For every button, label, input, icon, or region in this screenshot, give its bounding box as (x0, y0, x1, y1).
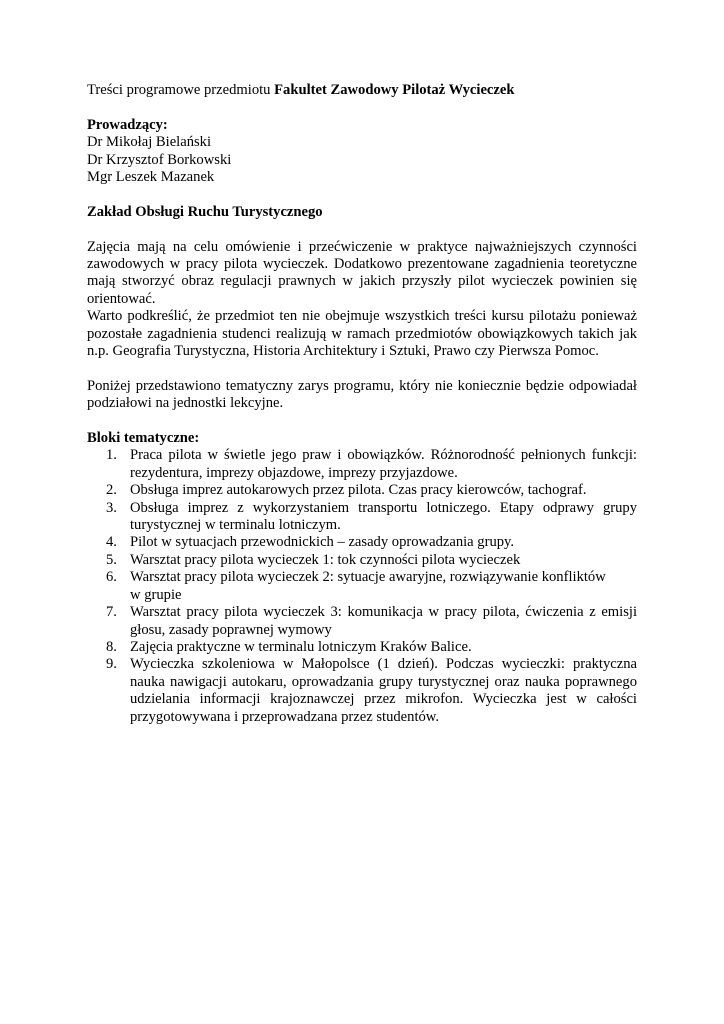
list-item-text: Pilot w sytuacjach przewodnickich – zasady oprowadzania grupy. (130, 534, 515, 551)
list-item-text: Praca pilota w świetle jego praw i obowiązków. Różnorodność pełnionych funkcji: rezydentura, imprezy objazdowe, imprezy przyjazdowe. (130, 447, 637, 481)
list-item-text: Warsztat pracy pilota wycieczek 2: sytuacje awaryjne, rozwiązywanie konfliktów (130, 569, 606, 586)
list-item-text: Wycieczka szkoleniowa w Małopolsce (1 dzień). Podczas wycieczki: praktyczna nauka nawigacji autokaru, oprowadzania grupy turystycznej oraz nauka poprawnego udzielania informacji krajoznawczej przez mikrofon. Wycieczka jest w całości przygotowywana i przeprowadzana przez studentów. (130, 656, 637, 725)
list-item-text: Obsługa imprez z wykorzystaniem transportu lotniczego. Etapy odprawy grupy turystycznej w terminalu lotniczym. (130, 499, 637, 534)
list-item-text: Warsztat pracy pilota wycieczek 3: komunikacja w pracy pilota, ćwiczenia z emisji głosu, zasady poprawnej wymowy (130, 604, 637, 638)
list-item (87, 482, 637, 499)
thematic-blocks-list (87, 447, 637, 726)
document-title-line (87, 82, 637, 99)
instructor-name: Mgr Leszek Mazanek (87, 169, 215, 186)
list-item (87, 569, 637, 604)
department-heading: Zakład Obsługi Ruchu Turystycznego (87, 203, 323, 220)
list-item-number: 8. (106, 638, 117, 655)
list-item-text: Warsztat pracy pilota wycieczek 1: tok czynności pilota wycieczek (130, 551, 521, 568)
instructors-heading: Prowadzący: (87, 116, 168, 133)
intro-paragraph-2: Warto podkreślić, że przedmiot ten nie obejmuje wszystkich treści kursu pilotażu ponieważ pozostałe zagadnienia studenci realizują w ramach przedmiotów obowiązkowych takich jak n.p. Geografia Turystyczna, Historia Architektury i Sztuki, Prawo czy Pierwsza Pomoc. (87, 308, 637, 360)
list-item-number: 6. (106, 569, 117, 586)
list-item (87, 604, 637, 639)
list-item-text: Obsługa imprez autokarowych przez pilota. Czas pracy kierowców, tachograf. (130, 482, 587, 499)
list-item-number: 5. (106, 551, 117, 568)
list-item-text: Zajęcia praktyczne w terminalu lotniczym Kraków Balice. (130, 638, 472, 655)
list-item-number: 4. (106, 534, 117, 551)
list-item-text-continued: w grupie (130, 586, 182, 603)
list-item-number: 2. (106, 482, 117, 499)
list-item-number: 9. (106, 656, 117, 673)
list-item (87, 447, 637, 482)
list-item-number: 1. (106, 447, 117, 464)
list-item (87, 552, 637, 569)
blocks-heading: Bloki tematyczne: (87, 430, 200, 447)
list-item-number: 3. (106, 499, 117, 516)
course-title: Fakultet Zawodowy Pilotaż Wycieczek (274, 82, 515, 98)
spacer (87, 413, 637, 430)
document-page (87, 82, 637, 726)
spacer (87, 221, 637, 238)
spacer (87, 360, 637, 377)
instructor-name: Dr Krzysztof Borkowski (87, 151, 232, 168)
list-item (87, 639, 637, 656)
intro-paragraph-3: Poniżej przedstawiono tematyczny zarys programu, który nie koniecznie będzie odpowiadał podziałowi na jednostki lekcyjne. (87, 377, 637, 412)
spacer (87, 99, 637, 116)
list-item-number: 7. (106, 604, 117, 621)
list-item (87, 656, 637, 726)
title-prefix: Treści programowe przedmiotu (87, 82, 275, 98)
spacer (87, 186, 637, 203)
instructor-name: Dr Mikołaj Bielański (87, 134, 212, 151)
intro-paragraph-1: Zajęcia mają na celu omówienie i przećwiczenie w praktyce najważniejszych czynności zawodowych w pracy pilota wycieczek. Dodatkowo prezentowane zagadnienia teoretyczne mają stworzyć obraz regulacji prawnych w jakich przyszły pilot wycieczek powinien się orientować. (87, 238, 637, 307)
list-item (87, 500, 637, 535)
list-item (87, 534, 637, 551)
